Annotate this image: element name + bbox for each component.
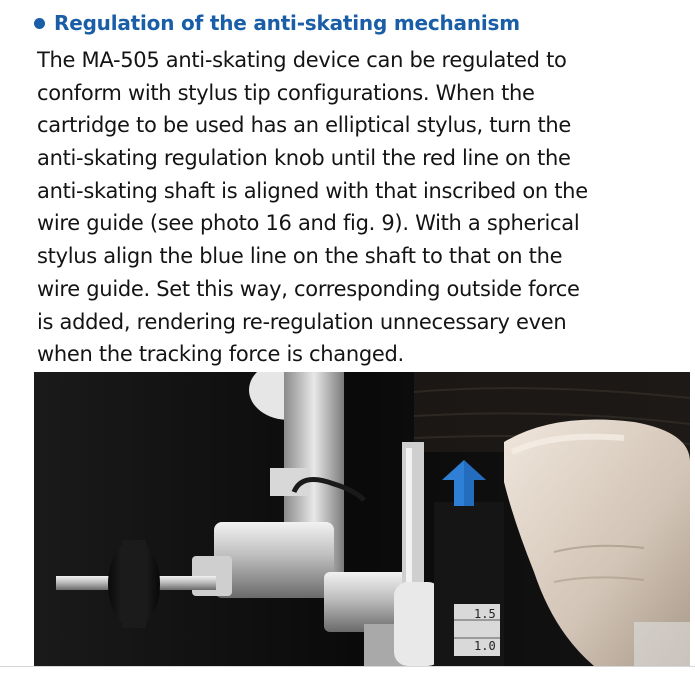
paragraph-line: cartridge to be used has an elliptical stylus, turn the <box>37 113 572 138</box>
bullet-icon <box>34 18 45 29</box>
paragraph-line: when the tracking force is changed. <box>37 342 404 367</box>
page-divider <box>0 666 695 667</box>
paragraph-line: wire guide (see photo 16 and fig. 9). With a spherical <box>37 211 580 236</box>
scale-label-bottom: 1.0 <box>474 639 496 653</box>
paragraph-line: is added, rendering re-regulation unnecessary even <box>37 309 567 334</box>
paragraph-line: conform with stylus tip configurations. When the <box>37 80 535 105</box>
scale-label-top: 1.5 <box>474 607 496 621</box>
knob-side <box>122 540 146 628</box>
paragraph-line: The MA-505 anti-skating device can be regulated to <box>37 48 567 72</box>
paragraph-line: wire guide. Set this way, corresponding outside force <box>37 276 580 301</box>
section-heading <box>8 8 678 38</box>
paragraph-line: anti-skating shaft is aligned with that inscribed on the <box>37 178 588 203</box>
paragraph-line: anti-skating regulation knob until the red line on the <box>37 146 571 171</box>
anti-skating-photo <box>34 372 690 666</box>
body-paragraph <box>37 44 687 371</box>
section-heading-text: Regulation of the anti-skating mechanism <box>54 11 520 35</box>
photo-illustration <box>34 372 690 666</box>
paper-edge <box>634 622 690 666</box>
paragraph-line: stylus align the blue line on the shaft to that on the <box>37 244 563 269</box>
